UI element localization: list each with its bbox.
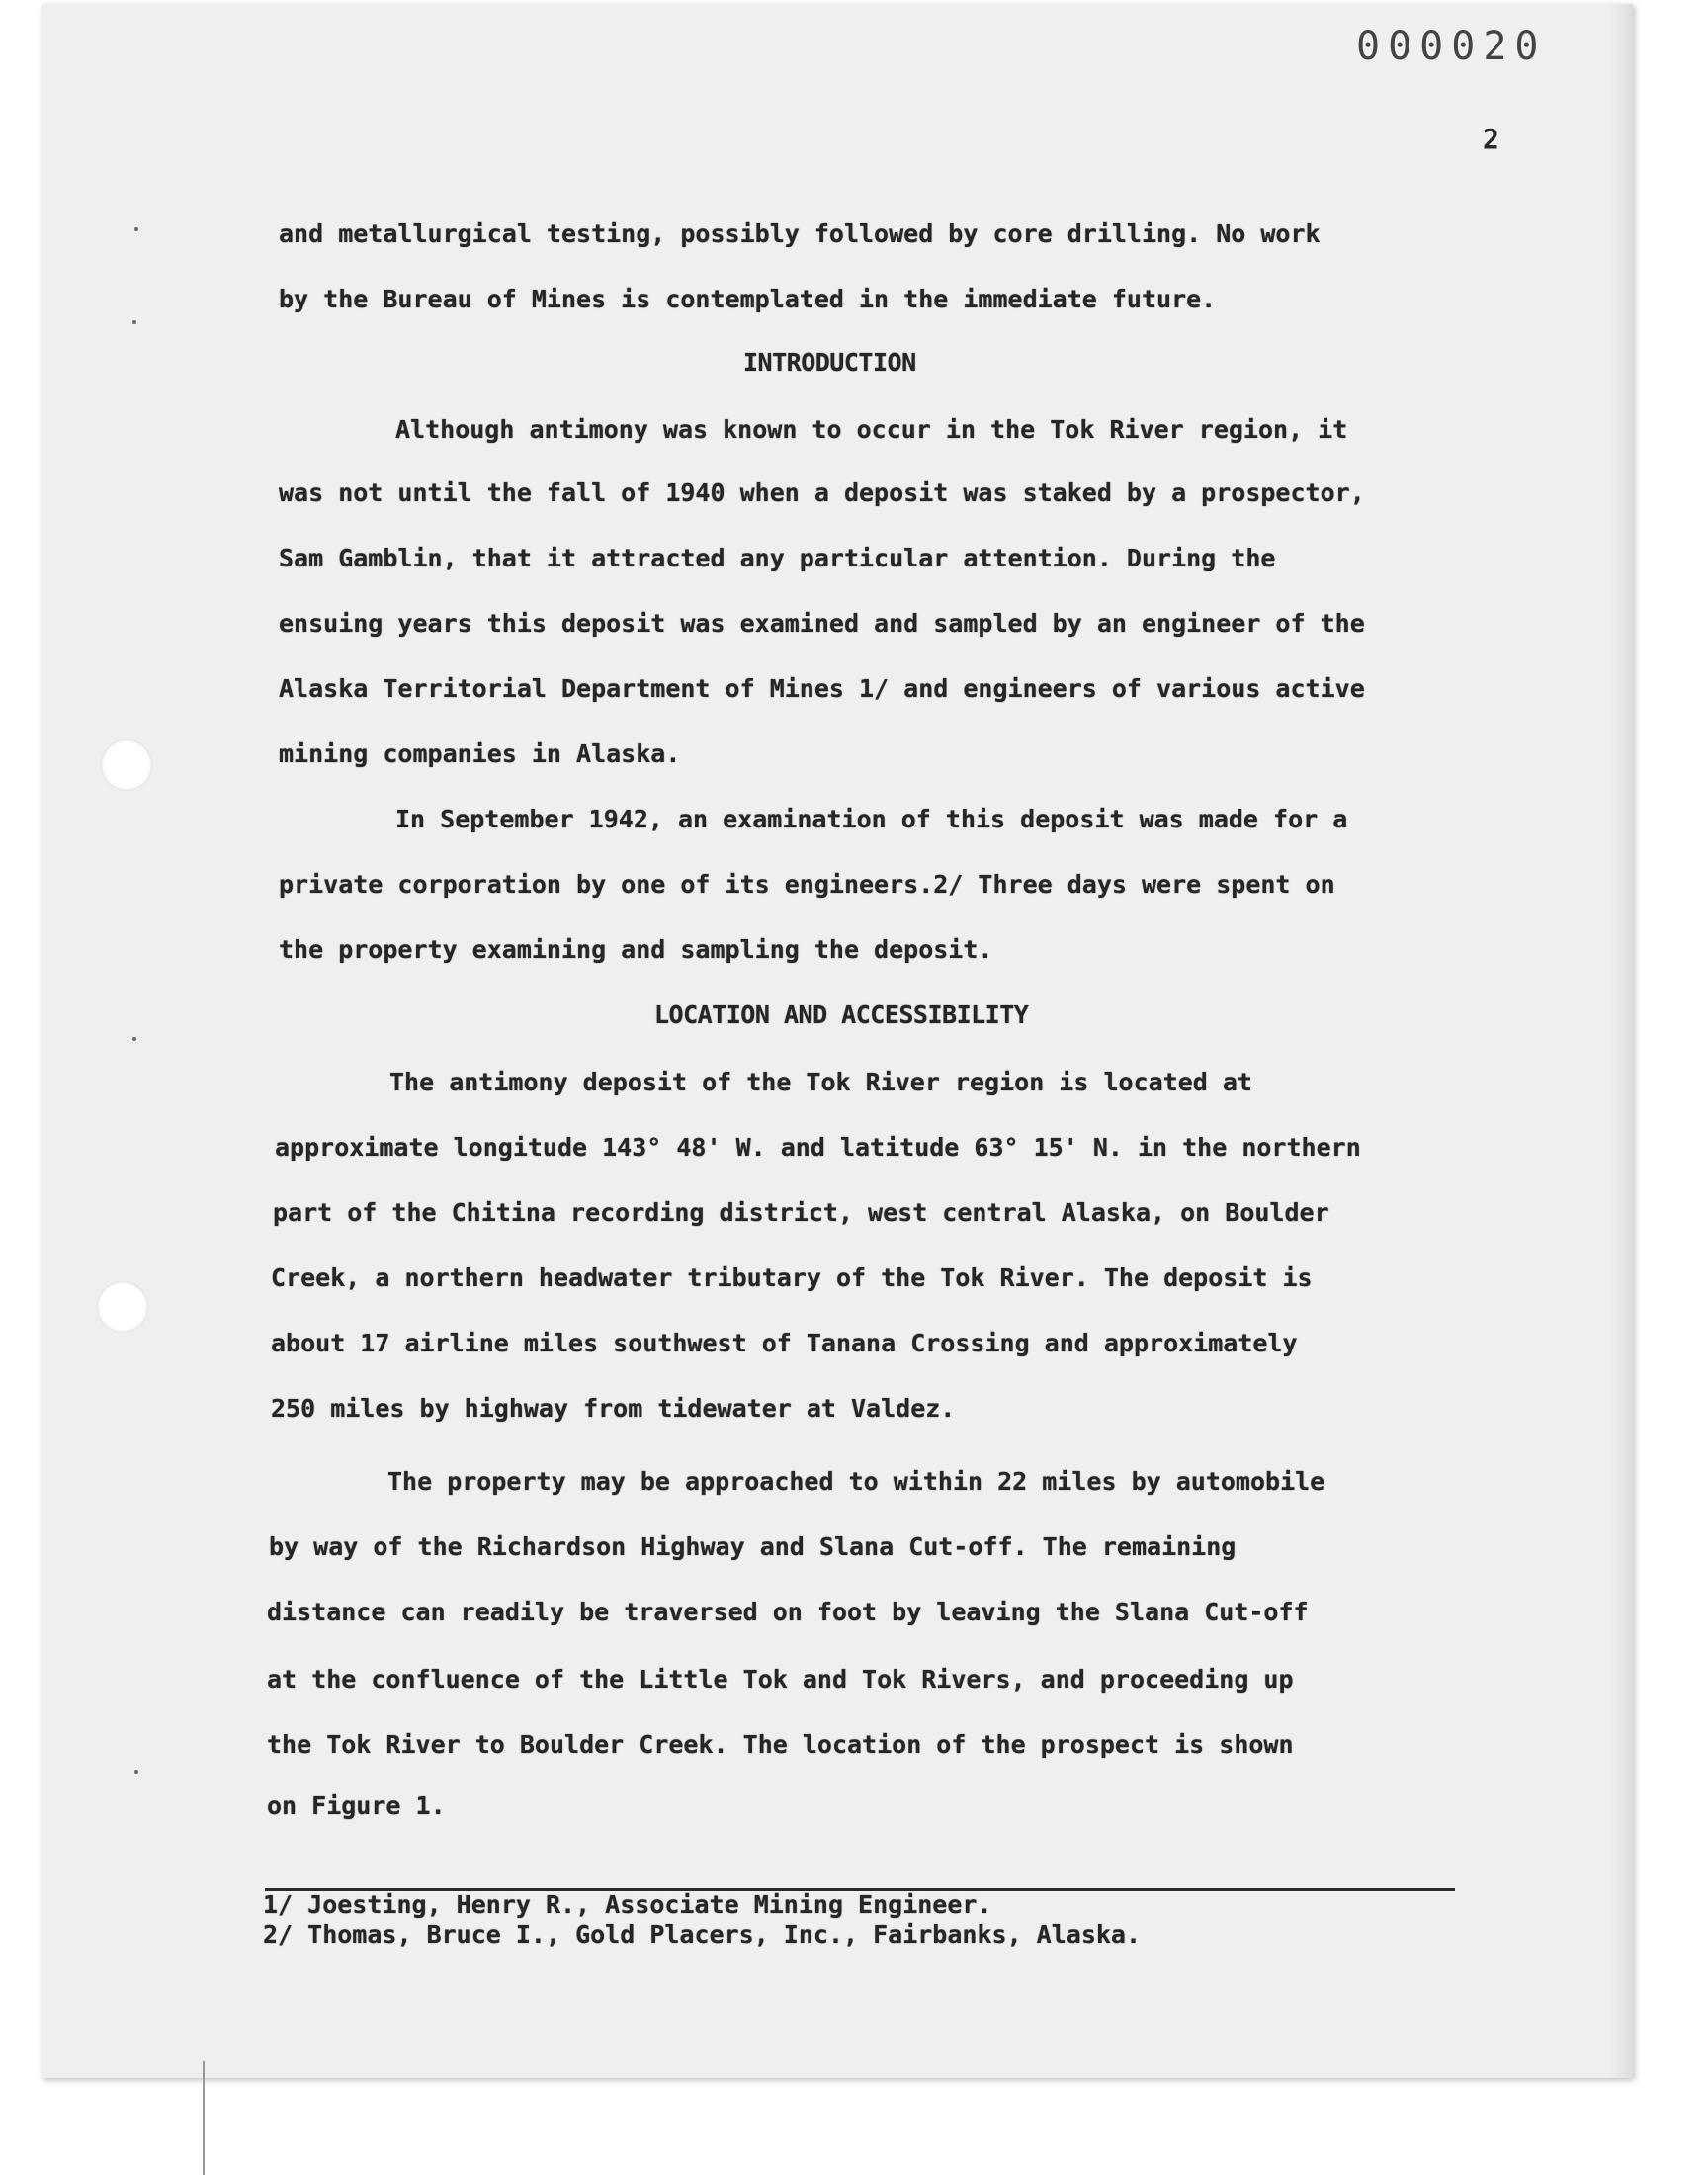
body-line: private corporation by one of its engineers.2/ Three days were spent on: [279, 870, 1335, 899]
body-line: and metallurgical testing, possibly followed by core drilling. No work: [279, 219, 1321, 248]
body-line: In September 1942, an examination of this deposit was made for a: [395, 805, 1348, 833]
page-speck: [134, 227, 138, 231]
body-line: mining companies in Alaska.: [279, 740, 681, 768]
body-line: on Figure 1.: [267, 1791, 446, 1820]
footnote: 1/ Joesting, Henry R., Associate Mining Engineer.: [263, 1890, 992, 1919]
page-number: 2: [1483, 123, 1499, 155]
body-line: Sam Gamblin, that it attracted any particular attention. During the: [279, 544, 1276, 572]
body-line: about 17 airline miles southwest of Tanana Crossing and approximately: [271, 1329, 1298, 1357]
body-line: The antimony deposit of the Tok River region is located at: [389, 1068, 1252, 1096]
body-line: Creek, a northern headwater tributary of the Tok River. The deposit is: [271, 1263, 1313, 1292]
page-speck: [132, 1037, 136, 1041]
page-speck: [132, 320, 136, 324]
body-line: by way of the Richardson Highway and Slana Cut-off. The remaining: [269, 1532, 1237, 1561]
scan-edge-mark: [203, 2061, 205, 2175]
body-line: approximate longitude 143° 48' W. and latitude 63° 15' N. in the northern: [275, 1133, 1361, 1162]
body-line: the Tok River to Boulder Creek. The location of the prospect is shown: [267, 1730, 1294, 1759]
body-line: 250 miles by highway from tidewater at Valdez.: [271, 1394, 956, 1423]
page-speck: [134, 1770, 138, 1774]
document-control-number: 000020: [1356, 24, 1547, 69]
body-line: ensuing years this deposit was examined and sampled by an engineer of the: [279, 609, 1365, 638]
body-line: was not until the fall of 1940 when a deposit was staked by a prospector,: [279, 478, 1365, 507]
document-page: [42, 4, 1633, 2078]
body-line: at the confluence of the Little Tok and Tok Rivers, and proceeding up: [267, 1665, 1294, 1694]
punch-hole-upper: [101, 740, 152, 791]
punch-hole-lower: [97, 1281, 148, 1333]
body-line: Alaska Territorial Department of Mines 1/ and engineers of various active: [279, 674, 1365, 703]
section-heading-location: LOCATION AND ACCESSIBILITY: [654, 1000, 1029, 1029]
body-line: The property may be approached to within 22 miles by automobile: [387, 1467, 1325, 1496]
body-line: distance can readily be traversed on foot by leaving the Slana Cut-off: [267, 1598, 1309, 1626]
footnote: 2/ Thomas, Bruce I., Gold Placers, Inc., Fairbanks, Alaska.: [263, 1920, 1142, 1949]
section-heading-introduction: INTRODUCTION: [743, 348, 916, 377]
body-line: by the Bureau of Mines is contemplated in the immediate future.: [279, 285, 1217, 313]
body-line: part of the Chitina recording district, west central Alaska, on Boulder: [273, 1198, 1329, 1227]
body-line: the property examining and sampling the deposit.: [279, 935, 993, 964]
body-line: Although antimony was known to occur in the Tok River region, it: [395, 415, 1348, 444]
